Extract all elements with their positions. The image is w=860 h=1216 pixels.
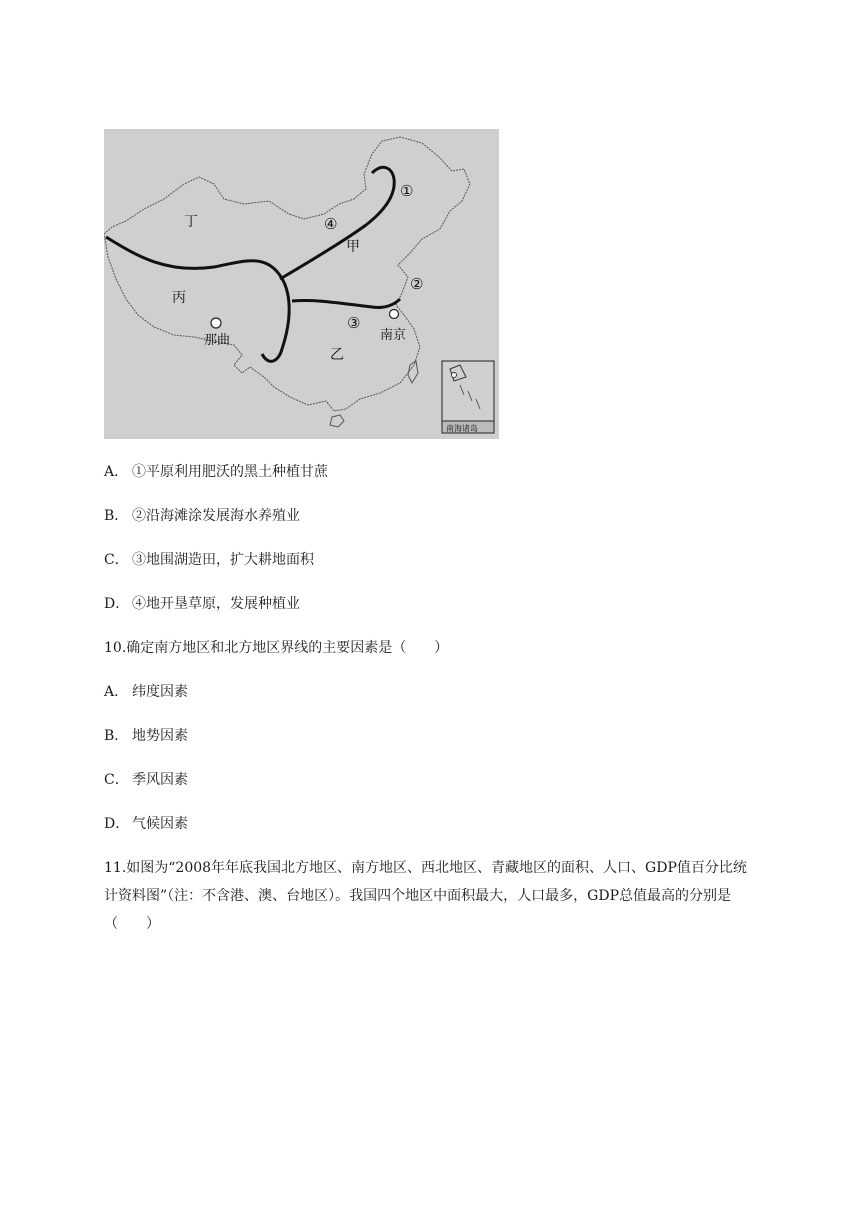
q9-option-b bbox=[104, 506, 300, 526]
q9-option-d bbox=[104, 594, 300, 614]
option-text: 气候因素 bbox=[132, 816, 188, 832]
q10-option-a bbox=[104, 682, 188, 702]
label-nanjing: 南京 bbox=[380, 328, 407, 343]
label-naqu: 那曲 bbox=[204, 333, 231, 348]
label-inset: 南海诸岛 bbox=[446, 424, 478, 433]
hainan-island bbox=[330, 415, 344, 427]
q10-option-b bbox=[104, 726, 188, 746]
label-ding: 丁 bbox=[184, 214, 198, 230]
label-circle-2: ② bbox=[410, 275, 424, 293]
option-text: 季风因素 bbox=[132, 772, 188, 788]
option-text: 地势因素 bbox=[132, 728, 188, 744]
china-regions-map bbox=[104, 129, 499, 439]
option-letter: D． bbox=[104, 816, 130, 832]
nanjing-marker bbox=[390, 310, 399, 319]
option-text: ④地开垦草原，发展种植业 bbox=[132, 596, 300, 612]
label-circle-3: ③ bbox=[347, 314, 361, 332]
q10-stem: 10.确定南方地区和北方地区界线的主要因素是（ ） bbox=[104, 640, 449, 656]
option-text: ③地围湖造田，扩大耕地面积 bbox=[132, 552, 314, 568]
option-letter: A． bbox=[104, 684, 129, 700]
q9-option-a bbox=[104, 462, 328, 482]
q11-stem: 11.如图为“2008年年底我国北方地区、南方地区、西北地区、青藏地区的面积、人口、GDP值百分比统计资料图”（注：不含港、澳、台地区）。我国四个地区中面积最大，人口最多，GDP总值最高的分别是（ ） bbox=[104, 860, 747, 932]
option-text: ②沿海滩涂发展海水养殖业 bbox=[132, 508, 300, 524]
naqu-marker bbox=[211, 318, 221, 328]
option-letter: C． bbox=[104, 552, 129, 568]
label-jia: 甲 bbox=[346, 239, 360, 255]
option-letter: A． bbox=[104, 464, 129, 480]
map-drawing bbox=[104, 129, 499, 439]
option-text: ①平原利用肥沃的黑土种植甘蔗 bbox=[132, 464, 328, 480]
option-letter: B． bbox=[104, 728, 129, 744]
label-bing: 丙 bbox=[172, 290, 186, 306]
option-letter: B． bbox=[104, 508, 129, 524]
q9-option-c bbox=[104, 550, 314, 570]
option-text: 纬度因素 bbox=[132, 684, 188, 700]
option-letter: D． bbox=[104, 596, 130, 612]
label-yi: 乙 bbox=[330, 347, 344, 363]
q10-option-c bbox=[104, 770, 188, 790]
label-circle-1: ① bbox=[400, 182, 414, 200]
q10-option-d bbox=[104, 814, 188, 834]
option-letter: C． bbox=[104, 772, 129, 788]
label-circle-4: ④ bbox=[324, 215, 338, 233]
